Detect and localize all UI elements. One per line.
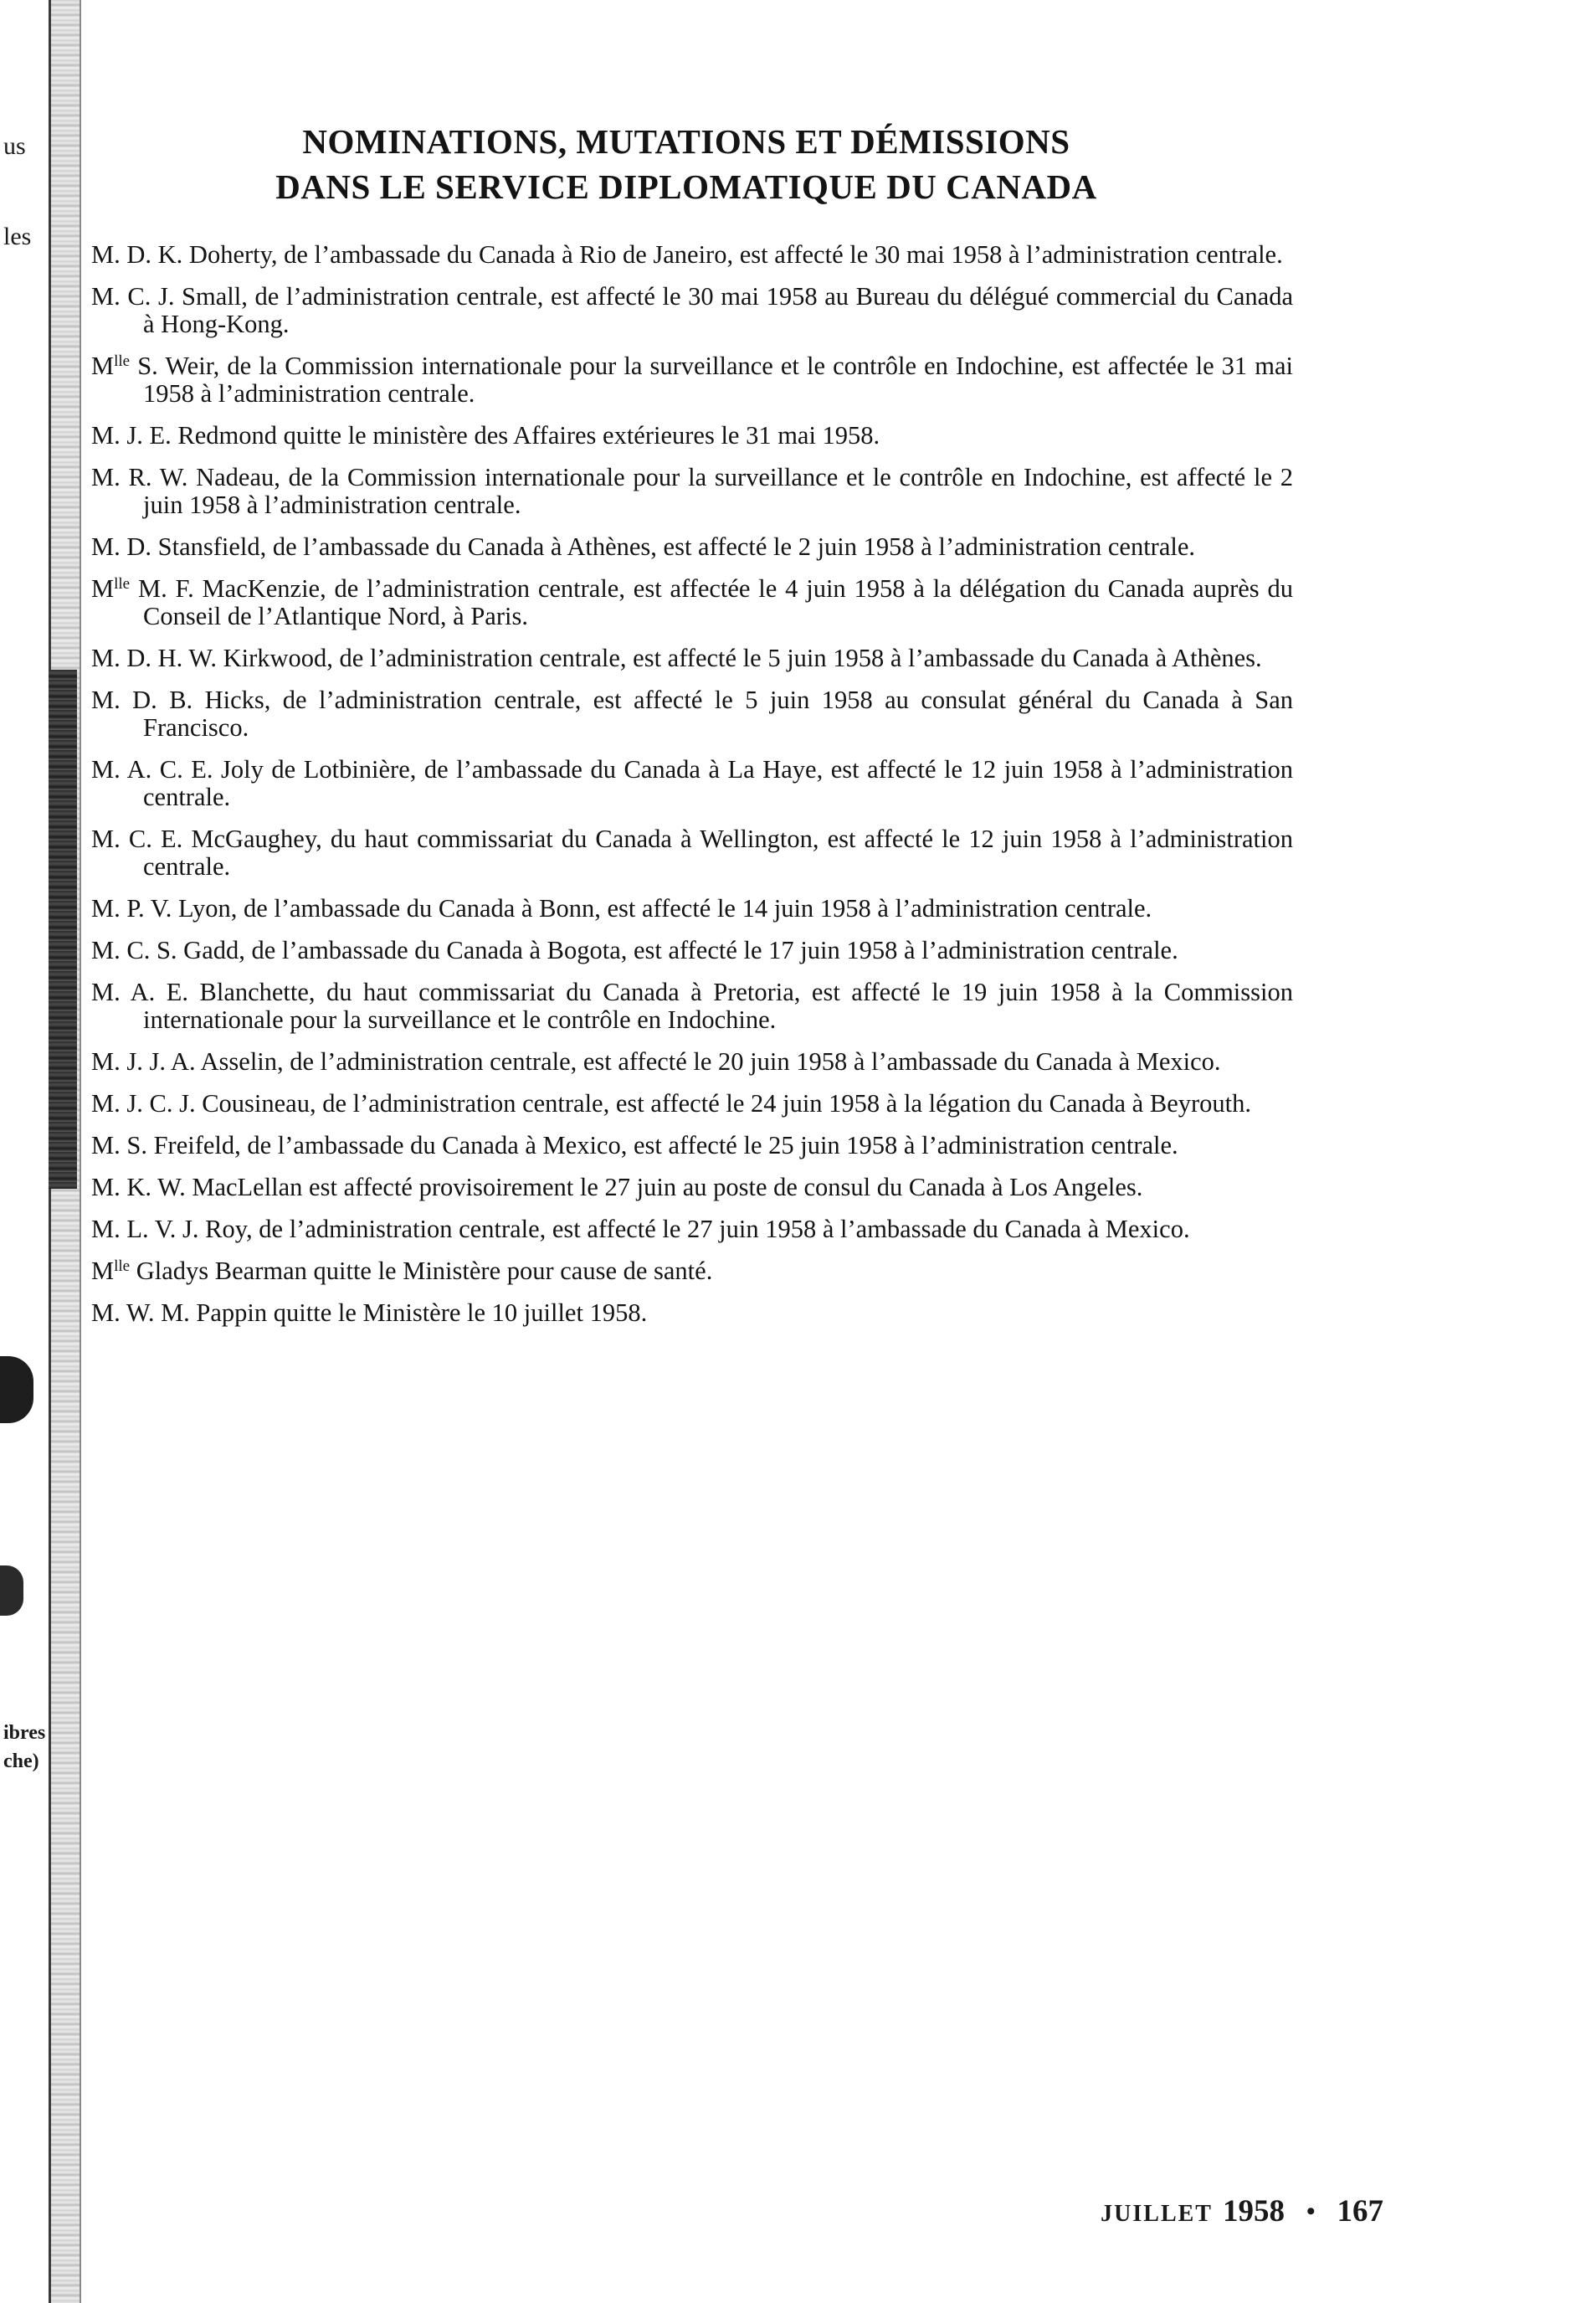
binding-edge xyxy=(0,0,84,2303)
entry-text: D. K. Doherty, de l’ambassade du Canada à Rio de Janeiro, est affecté le 30 mai 1958 à l’administration centrale. xyxy=(126,240,1283,269)
entry-text: S. Weir, de la Commission internationale pour la surveillance et le contrôle en Indochine, est affectée le 31 mai 1958 à l’administration centrale. xyxy=(137,352,1294,408)
entry-title-prefix: M. xyxy=(91,282,121,311)
entry-title-superscript: lle xyxy=(114,575,131,593)
list-item xyxy=(91,979,1293,1034)
page-footer xyxy=(1101,2193,1383,2229)
facing-page-image-fragment xyxy=(0,1356,33,1423)
entry-title-prefix: M xyxy=(91,352,115,380)
entry-title-superscript: lle xyxy=(114,1257,131,1275)
entry-title-prefix: M. xyxy=(91,532,121,561)
list-item xyxy=(91,937,1293,964)
list-item xyxy=(91,283,1293,338)
list-item xyxy=(91,1299,1293,1327)
entry-text: J. E. Redmond quitte le ministère des Affaires extérieures le 31 mai 1958. xyxy=(126,421,880,450)
entry-title-prefix: M. xyxy=(91,894,121,923)
list-item xyxy=(91,1174,1293,1201)
entry-title-prefix: M. xyxy=(91,463,121,491)
list-item xyxy=(91,895,1293,923)
entry-title-prefix: M. xyxy=(91,936,121,964)
footer-separator: • xyxy=(1306,2198,1316,2225)
entry-text: D. Stansfield, de l’ambassade du Canada à Athènes, est affecté le 2 juin 1958 à l’administration centrale. xyxy=(126,532,1196,561)
entry-text: C. J. Small, de l’administration centrale, est affecté le 30 mai 1958 au Bureau du délégué commercial du Canada à Hong-Kong. xyxy=(127,282,1294,338)
entry-title-prefix: M. xyxy=(91,755,121,784)
entry-text: M. F. MacKenzie, de l’administration centrale, est affectée le 4 juin 1958 à la délégation du Canada auprès du Conseil de l’Atlantique Nord, à Paris. xyxy=(137,574,1294,630)
entry-text: D. B. Hicks, de l’administration centrale, est affecté le 5 juin 1958 au consulat général du Canada à San Francisco. xyxy=(132,686,1293,742)
entry-title-prefix: M. xyxy=(91,1047,121,1076)
entry-text: J. J. A. Asselin, de l’administration centrale, est affecté le 20 juin 1958 à l’ambassade du Canada à Mexico. xyxy=(126,1047,1221,1076)
binding-shadow xyxy=(49,670,77,1189)
list-item xyxy=(91,464,1293,519)
entry-text: L. V. J. Roy, de l’administration centrale, est affecté le 27 juin 1958 à l’ambassade du Canada à Mexico. xyxy=(126,1215,1190,1243)
margin-fragment-2: les xyxy=(3,223,32,250)
list-item xyxy=(91,1048,1293,1076)
entry-text: S. Freifeld, de l’ambassade du Canada à Mexico, est affecté le 25 juin 1958 à l’administration centrale. xyxy=(126,1131,1178,1159)
entry-title-prefix: M. xyxy=(91,686,121,714)
footer-month: JUILLET xyxy=(1101,2201,1213,2227)
entry-title-prefix: M. xyxy=(91,421,121,450)
list-item xyxy=(91,422,1293,450)
entry-title-prefix: M. xyxy=(91,644,121,672)
entry-title-prefix: M. xyxy=(91,1215,121,1243)
list-item xyxy=(91,1216,1293,1243)
list-item xyxy=(91,1257,1293,1285)
list-item xyxy=(91,533,1293,561)
entry-title-prefix: M. xyxy=(91,1131,121,1159)
entry-text: R. W. Nadeau, de la Commission internationale pour la surveillance et le contrôle en Indochine, est affecté le 2 juin 1958 à l’administration centrale. xyxy=(128,463,1294,519)
appointments-list xyxy=(91,241,1293,1341)
list-item xyxy=(91,352,1293,408)
list-item xyxy=(91,686,1293,742)
entry-text: W. M. Pappin quitte le Ministère le 10 juillet 1958. xyxy=(126,1298,648,1327)
entry-title-prefix: M xyxy=(91,1257,115,1285)
entry-title-prefix: M. xyxy=(91,978,121,1006)
entry-text: A. C. E. Joly de Lotbinière, de l’ambassade du Canada à La Haye, est affecté le 12 juin 1958 à l’administration centrale. xyxy=(126,755,1293,811)
list-item xyxy=(91,1132,1293,1159)
entry-title-superscript: lle xyxy=(114,352,131,370)
entry-title-prefix: M. xyxy=(91,1173,121,1201)
page-title-line-2: DANS LE SERVICE DIPLOMATIQUE DU CANADA xyxy=(275,167,1097,206)
entry-text: D. H. W. Kirkwood, de l’administration centrale, est affecté le 5 juin 1958 à l’ambassade du Canada à Athènes. xyxy=(126,644,1262,672)
list-item xyxy=(91,241,1293,269)
entry-title-prefix: M. xyxy=(91,825,121,853)
entry-text: A. E. Blanchette, du haut commissariat du Canada à Pretoria, est affecté le 19 juin 1958 à la Commission internationale pour la surveillance et le contrôle en Indochine. xyxy=(130,978,1293,1034)
entry-title-prefix: M xyxy=(91,574,115,603)
facing-page-image-fragment-2 xyxy=(0,1565,23,1616)
entry-title-prefix: M. xyxy=(91,1298,121,1327)
entry-title-prefix: M. xyxy=(91,1089,121,1118)
entry-text: Gladys Bearman quitte le Ministère pour cause de santé. xyxy=(136,1257,713,1285)
margin-fragment-3: ibres xyxy=(3,1722,46,1744)
entry-title-prefix: M. xyxy=(91,240,121,269)
entry-text: P. V. Lyon, de l’ambassade du Canada à Bonn, est affecté le 14 juin 1958 à l’administration centrale. xyxy=(126,894,1152,923)
list-item xyxy=(91,756,1293,811)
page-title-line-1: NOMINATIONS, MUTATIONS ET DÉMISSIONS xyxy=(302,122,1070,161)
entry-text: C. E. McGaughey, du haut commissariat du Canada à Wellington, est affecté le 12 juin 1958 à l’administration centrale. xyxy=(128,825,1294,881)
list-item xyxy=(91,645,1293,672)
list-item xyxy=(91,575,1293,630)
margin-fragment-4: che) xyxy=(3,1750,39,1772)
entry-text: J. C. J. Cousineau, de l’administration centrale, est affecté le 24 juin 1958 à la légation du Canada à Beyrouth. xyxy=(126,1089,1251,1118)
list-item xyxy=(91,1090,1293,1118)
page-number: 167 xyxy=(1337,2194,1383,2228)
page-title xyxy=(100,119,1272,209)
footer-year: 1958 xyxy=(1222,2194,1285,2228)
entry-text: K. W. MacLellan est affecté provisoirement le 27 juin au poste de consul du Canada à Los Angeles. xyxy=(126,1173,1143,1201)
list-item xyxy=(91,825,1293,881)
entry-text: C. S. Gadd, de l’ambassade du Canada à Bogota, est affecté le 17 juin 1958 à l’administration centrale. xyxy=(126,936,1178,964)
margin-fragment-1: us xyxy=(3,132,26,160)
